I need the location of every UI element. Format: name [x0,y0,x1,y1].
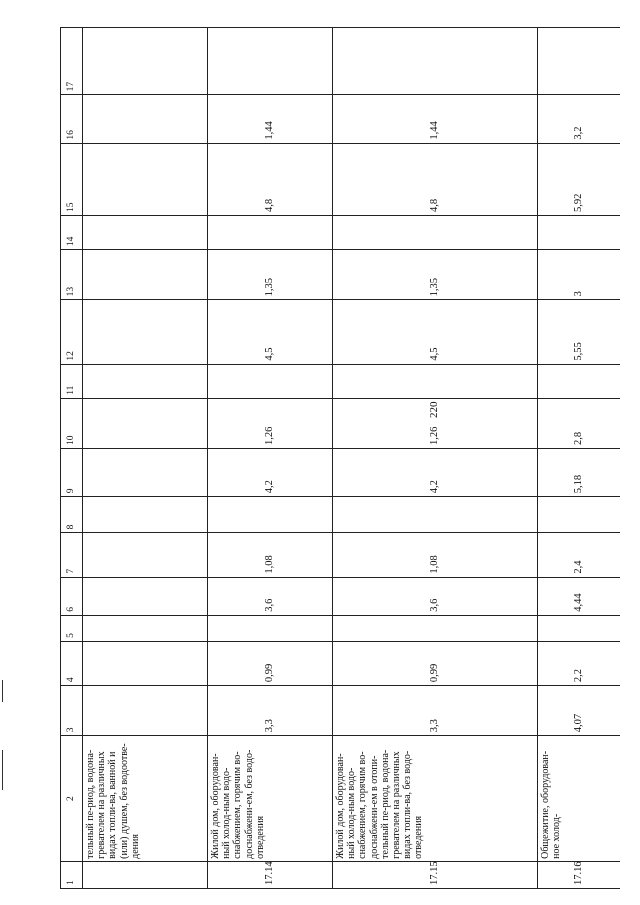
row-id: 17.16 [538,861,621,888]
table-row [83,28,208,889]
table-cell: 3,2 [538,95,621,143]
table-cell: 4,5 [333,300,538,364]
table-cell: 2,4 [538,533,621,577]
table-cell [83,615,208,641]
column-number: 17 [61,28,83,95]
table-cell [83,577,208,615]
table-cell [83,533,208,577]
table-cell [333,364,538,398]
row-name: Общежитие, оборудован-ное холод- [538,736,621,862]
table-cell: 3,6 [208,577,333,615]
row-name: Жилой дом, оборудован-ный холод-ным водо-снабжением, горячим во-доснабжени-ем в отопи-тельный пе-риод, водона-гревателем на различных видах топли-ва, без водо-отведения [333,736,538,862]
table-cell: 3,3 [208,686,333,736]
table-cell [538,28,621,95]
column-number: 5 [61,615,83,641]
table-cell: 1,26 [333,398,538,448]
table-cell [83,215,208,249]
row-id: 17.14 [208,861,333,888]
row-name: тельный пе-риод, водона-гревателем на различных видах топли-ва, ванной и (или) душем, без водоотве-дения [83,736,208,862]
table-cell: 3,6 [333,577,538,615]
table-cell: 1,35 [208,250,333,300]
table-cell: 3,3 [333,686,538,736]
table-cell: 5,55 [538,300,621,364]
binding-mark [2,680,3,702]
tariff-table [60,27,620,889]
table-cell: 4,2 [208,449,333,497]
column-number: 2 [61,736,83,862]
table-cell [83,300,208,364]
table-cell: 4,5 [208,300,333,364]
table-cell [208,615,333,641]
table-cell: 3 [538,250,621,300]
column-number: 13 [61,250,83,300]
table-cell: 1,44 [333,95,538,143]
column-number: 1 [61,861,83,888]
table-cell [333,615,538,641]
column-number: 9 [61,449,83,497]
table-cell [83,364,208,398]
table-cell [208,215,333,249]
table-cell: 1,35 [333,250,538,300]
page-number: 220 [428,401,440,418]
table-cell [83,497,208,533]
table-cell [538,215,621,249]
column-number: 12 [61,300,83,364]
column-number: 11 [61,364,83,398]
table-area [60,27,620,889]
table-cell: 1,08 [333,533,538,577]
table-cell [333,28,538,95]
table-cell: 1,08 [208,533,333,577]
table-cell [538,615,621,641]
table-cell: 4,8 [208,143,333,215]
table-cell [83,449,208,497]
table-cell [83,686,208,736]
table-cell [208,28,333,95]
row-name: Жилой дом, оборудован-ный холод-ным водо-снабжением, горячим во-доснабжени-ем, без водо-отведения [208,736,333,862]
column-number: 7 [61,533,83,577]
column-number: 3 [61,686,83,736]
row-id [83,861,208,888]
binding-mark [2,750,3,790]
table-cell [83,398,208,448]
table-cell [83,28,208,95]
table-cell [333,215,538,249]
table-row [538,28,621,889]
table-cell: 4,2 [333,449,538,497]
table-cell: 2,8 [538,398,621,448]
column-number: 10 [61,398,83,448]
table-cell [333,497,538,533]
table-cell: 1,44 [208,95,333,143]
column-number: 8 [61,497,83,533]
table-cell [83,95,208,143]
table-cell: 5,18 [538,449,621,497]
column-number: 4 [61,641,83,685]
table-cell [538,364,621,398]
column-number-row [61,28,83,889]
table-cell [208,497,333,533]
table-cell: 0,99 [208,641,333,685]
column-number: 6 [61,577,83,615]
column-number: 15 [61,143,83,215]
table-row [333,28,538,889]
table-row [208,28,333,889]
table-cell [83,641,208,685]
table-cell: 1,26 [208,398,333,448]
table-cell: 0,99 [333,641,538,685]
table-cell [83,143,208,215]
table-cell: 2,2 [538,641,621,685]
table-cell [538,497,621,533]
column-number: 16 [61,95,83,143]
table-cell [208,364,333,398]
table-cell: 4,8 [333,143,538,215]
column-number: 14 [61,215,83,249]
table-cell: 5,92 [538,143,621,215]
table-cell: 4,44 [538,577,621,615]
row-id: 17.15 [333,861,538,888]
table-cell [83,250,208,300]
table-cell: 4,07 [538,686,621,736]
